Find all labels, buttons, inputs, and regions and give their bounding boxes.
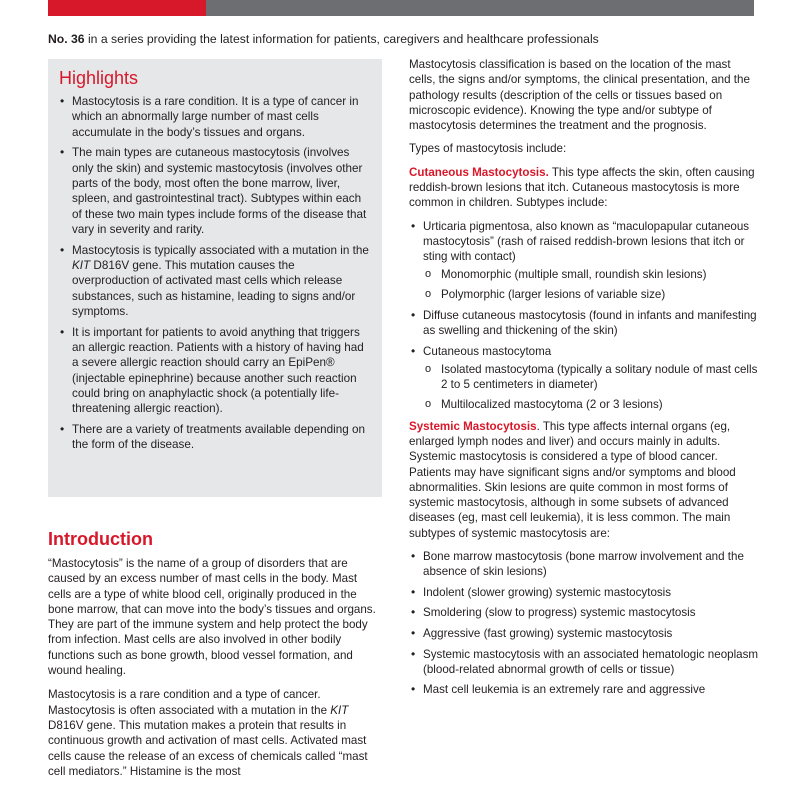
sub-list-item: o Monomorphic (multiple small, roundish skin lesions) xyxy=(423,267,759,282)
systemic-text: . This type affects internal organs (eg, enlarged lymph nodes and liver) and occurs mainly in adults. Systemic mastocytosis is considered a type of blood cancer. Patients may have significant signs and/or symptoms and blood abnormalities. Skin lesions are quite common in most forms of systemic mastocytosis, although in some subsets of advanced diseases (eg, mast cell leukemia), it is less common. The main subtypes of systemic mastocytosis are: xyxy=(409,419,736,540)
highlights-title: Highlights xyxy=(59,68,139,88)
highlight-item: • It is important for patients to avoid anything that triggers an allergic reaction. Patients with a history of having had a severe allergic reaction should carry an EpiPen® (injectable epinephrine) because another such reaction could bring on anaphylactic shock (a potentially life-threatening allergic reaction). xyxy=(58,325,372,417)
kit-gene: KIT xyxy=(330,703,349,717)
highlight-item: • Mastocytosis is typically associated with a mutation in the KIT D816V gene. This mutation causes the overproduction of activated mast cells which release substances, such as histamine, leading to signs and/or symptoms. xyxy=(58,243,372,319)
list-item: • Indolent (slower growing) systemic mastocytosis xyxy=(409,585,759,600)
list-item: • Bone marrow mastocytosis (bone marrow involvement and the absence of skin lesions) xyxy=(409,549,759,579)
intro-text: D816V gene. This mutation makes a protein that results in continuous growth and activation of mast cells. Activated mast cells cause the release of an excess of chemicals called “mast cell mediators.” Histamine is the most xyxy=(48,718,368,778)
sub-list-item: o Multilocalized mastocytoma (2 or 3 lesions) xyxy=(423,397,759,412)
list-item: • Systemic mastocytosis with an associated hematologic neoplasm (blood-related abnormal growth of cells or tissue) xyxy=(409,647,759,677)
header-bar-accent xyxy=(48,0,206,16)
cutaneous-paragraph xyxy=(409,165,759,211)
systemic-paragraph xyxy=(409,419,759,541)
intro-text: Mastocytosis is a rare condition and a type of cancer. Mastocytosis is often associated with a mutation in the xyxy=(48,688,331,717)
introduction-paragraph: “Mastocytosis” is the name of a group of disorders that are caused by an excess number of mast cells in the body. Mast cells are a type of white blood cell, originally produced in the bone marrow, that can move into the body’s tissues and organs. They are part of the immune system and help protect the body from infection. Mast cells are also involved in other bodily functions such as bone growth, blood vessel formation, and wound healing. xyxy=(48,557,376,678)
list-item: • Smoldering (slow to progress) systemic mastocytosis xyxy=(409,605,759,620)
kit-gene: KIT xyxy=(72,258,91,272)
header-bar-gray xyxy=(206,0,754,16)
sub-list xyxy=(423,267,759,302)
cutaneous-text: This type affects the skin, often causing reddish-brown lesions that itch. Cutaneous mastocytosis is more common in children. Subtypes include: xyxy=(409,165,755,210)
sub-list-item: o Isolated mastocytoma (typically a solitary nodule of mast cells 2 to 5 centimeters in diameter) xyxy=(423,362,759,392)
introduction-paragraph xyxy=(48,687,382,779)
introduction-body xyxy=(48,556,382,788)
list-item: • Diffuse cutaneous mastocytosis (found in infants and manifesting as swelling and thickening of the skin) xyxy=(409,308,759,338)
types-intro: Types of mastocytosis include: xyxy=(409,142,567,156)
list-item xyxy=(409,219,759,303)
series-number: No. 36 xyxy=(48,32,85,46)
cutaneous-heading: Cutaneous Mastocytosis. xyxy=(409,165,549,179)
highlights-box xyxy=(48,59,382,497)
header-bar xyxy=(48,0,754,16)
list-item-text: Urticaria pigmentosa, also known as “maculopapular cutaneous mastocytosis” (rash of raised reddish-brown lesions that itch or sting with contact) xyxy=(423,219,750,264)
highlights-list xyxy=(58,94,372,453)
list-item: • Mast cell leukemia is an extremely rare and aggressive xyxy=(409,682,759,697)
sub-list-item: o Polymorphic (larger lesions of variable size) xyxy=(423,287,759,302)
highlight-item: • There are a variety of treatments available depending on the form of the disease. xyxy=(58,422,372,453)
systemic-heading: Systemic Mastocytosis xyxy=(409,419,537,433)
cutaneous-list xyxy=(409,219,759,413)
highlight-item: • Mastocytosis is a rare condition. It is a type of cancer in which an abnormally large number of mast cells accumulate in the body’s tissues and organs. xyxy=(58,94,372,140)
classification-paragraph: Mastocytosis classification is based on the location of the mast cells, the signs and/or symptoms, the clinical presentation, and the pathology results (description of the cells or tissues based on microscopic evidence). Knowing the type and/or subtype of mastocytosis determines the treatment and the prognosis. xyxy=(409,58,750,133)
introduction-title: Introduction xyxy=(48,529,153,549)
right-column xyxy=(409,57,759,704)
highlight-item: • The main types are cutaneous mastocytosis (involves only the skin) and systemic mastocytosis (involves other parts of the body, most often the bone marrow, liver, spleen, and gastrointestinal tract). Subtypes within each of these two main types include forms of the disease that vary in severity and rarity. xyxy=(58,145,372,237)
list-item xyxy=(409,344,759,413)
systemic-list xyxy=(409,549,759,698)
series-text: in a series providing the latest information for patients, caregivers and healthcare professionals xyxy=(84,32,599,46)
sub-list xyxy=(423,362,759,413)
list-item-text: Cutaneous mastocytoma xyxy=(423,344,552,358)
list-item: • Aggressive (fast growing) systemic mastocytosis xyxy=(409,626,759,641)
series-line xyxy=(48,32,599,46)
